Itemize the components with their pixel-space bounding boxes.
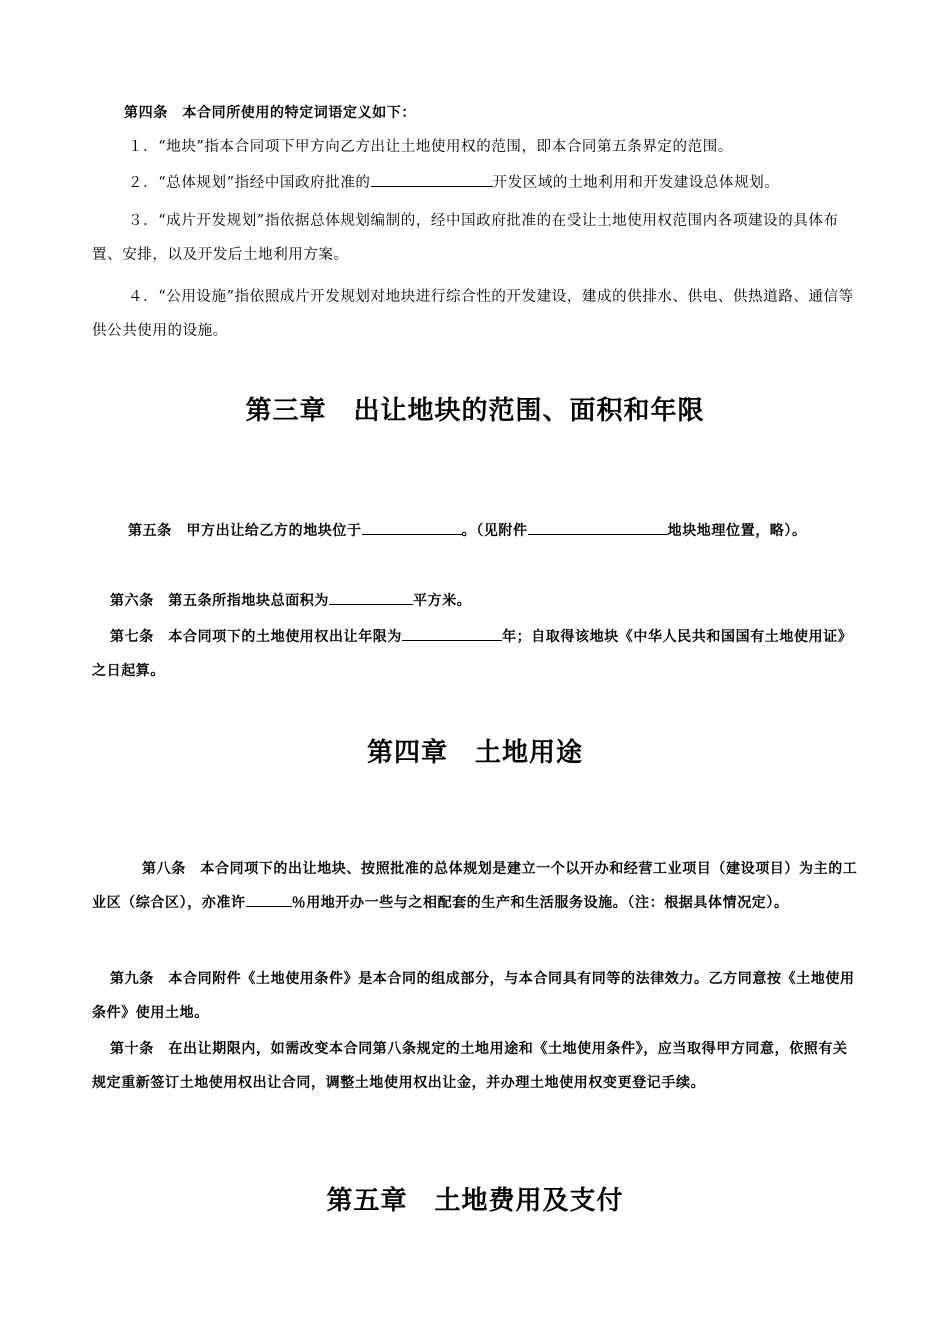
article-7-text-end: 年；自取得该地块《中华人民共和国国有土地使用证》之日起算。 bbox=[92, 629, 853, 679]
article-4-item-2-text-end: 开发区域的土地利用和开发建设总体规划。 bbox=[492, 175, 780, 191]
article-4-title: 第四条 本合同所使用的特定词语定义如下： bbox=[124, 105, 416, 121]
blank-line[interactable] bbox=[402, 624, 502, 641]
article-8-text-end: ％用地开办一些与之相配套的生产和生活服务设施。（注：根据具体情况定）。 bbox=[291, 895, 789, 911]
blank-line[interactable] bbox=[528, 518, 668, 535]
article-7 bbox=[92, 620, 858, 688]
chapter-4-heading: 第四章 土地用途 bbox=[366, 738, 583, 768]
blank-line[interactable] bbox=[362, 518, 462, 535]
chapter-5-heading: 第五章 土地费用及支付 bbox=[326, 1186, 624, 1216]
article-4-item-2 bbox=[92, 166, 858, 200]
blank-line[interactable] bbox=[329, 588, 413, 605]
article-8 bbox=[92, 852, 858, 920]
article-9: 第九条 本合同附件《土地使用条件》是本合同的组成部分，与本合同具有同等的法律效力。乙方同意按《土地使用条件》使用土地。 bbox=[92, 971, 855, 1021]
article-4-item-1: １．“地块”指本合同项下甲方向乙方出让土地使用权的范围，即本合同第五条界定的范围。 bbox=[128, 139, 733, 155]
blank-line[interactable] bbox=[246, 890, 292, 907]
article-4-item-2-text: ２．“总体规划”指经中国政府批准的 bbox=[128, 175, 371, 191]
article-5-text-middle: 。（见附件 bbox=[461, 523, 528, 539]
article-4-item-4: ４．“公用设施”指依照成片开发规划对地块进行综合性的开发建设，建成的供排水、供电、供热道路、通信等供公共使用的设施。 bbox=[92, 289, 854, 339]
article-5-text-end: 地块地理位置，略）。 bbox=[667, 523, 807, 539]
article-6-text-end: 平方米。 bbox=[413, 593, 472, 609]
article-7-text: 第七条 本合同项下的土地使用权出让年限为 bbox=[110, 629, 402, 645]
article-8-text: 第八条 本合同项下的出让地块、按照批准的总体规划是建立一个以开办和经营工业项目（建设项目）为主的工业区（综合区），亦准许 bbox=[92, 861, 858, 911]
article-5-text: 第五条 甲方出让给乙方的地块位于 bbox=[128, 523, 362, 539]
article-10: 第十条 在出让期限内，如需改变本合同第八条规定的土地用途和《土地使用条件》，应当取得甲方同意，依照有关规定重新签订土地使用权出让合同，调整土地使用权出让金，并办理土地使用权变更登记手续。 bbox=[92, 1041, 848, 1091]
article-6-text: 第六条 第五条所指地块总面积为 bbox=[110, 593, 329, 609]
article-6 bbox=[92, 584, 858, 618]
article-5 bbox=[92, 514, 858, 548]
chapter-3-heading: 第三章 出让地块的范围、面积和年限 bbox=[245, 396, 705, 426]
article-4-item-3: ３．“成片开发规划”指依据总体规划编制的，经中国政府批准的在受让土地使用权范围内各项建设的具体布置、安排，以及开发后土地利用方案。 bbox=[92, 213, 839, 263]
blank-line[interactable] bbox=[371, 170, 493, 187]
